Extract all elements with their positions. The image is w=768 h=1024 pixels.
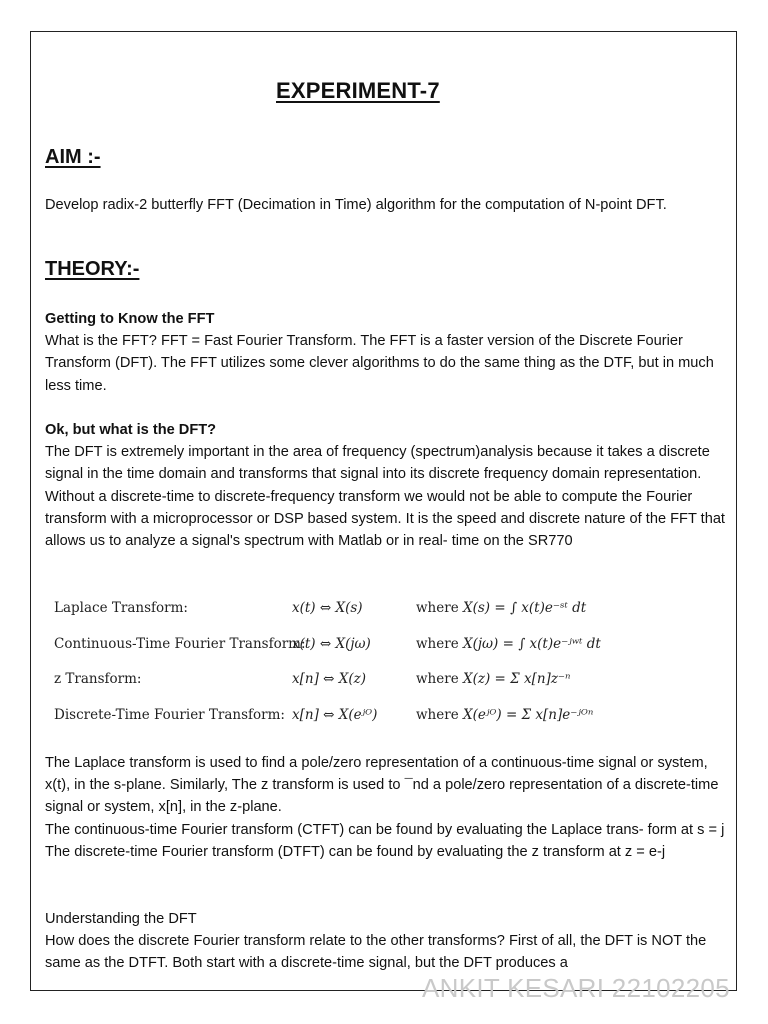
formula-pair: x[n] ⇔ X(z) <box>292 671 366 687</box>
formula-where: where <box>416 671 459 687</box>
section-understanding-dft <box>45 908 725 975</box>
formula-name: Discrete-Time Fourier Transform: <box>54 706 285 723</box>
formula-pair: x(t) ⇔ X(s) <box>292 600 363 616</box>
formula-name: z Transform: <box>54 671 142 687</box>
aim-paragraph: Develop radix-2 butterfly FFT (Decimation in Time) algorithm for the computation of N-point DFT. <box>45 197 667 213</box>
formula-row <box>54 628 684 664</box>
aim-heading: AIM :- <box>45 146 101 168</box>
aim-text <box>45 194 725 216</box>
formula-where: where <box>416 706 459 723</box>
formula-row <box>54 592 684 628</box>
formula-where: where <box>416 635 459 652</box>
formula-expression: X(z) = Σ x[n]z⁻ⁿ <box>462 671 571 687</box>
section4-heading: Understanding the DFT <box>45 911 197 927</box>
section3-paragraph-2: The continuous-time Fourier transform (CTFT) can be found by evaluating the Laplace trans- form at s = j The discrete-time Fourier transform (DTFT) can be found by evaluating the z transform at z = e-j <box>45 821 725 860</box>
section3-paragraph-1: The Laplace transform is used to find a pole/zero representation of a continuous-time signal or system, x(t), in the s-plane. Similarly, The z transform is used to ¯nd a pole/zero representation of a discrete-time signal or system, x[n], in the z-plane. <box>45 755 719 816</box>
formula-definition <box>416 600 586 616</box>
transform-formulas <box>54 592 684 734</box>
page-title: EXPERIMENT-7 <box>276 78 440 103</box>
section2-heading: Ok, but what is the DFT? <box>45 422 217 438</box>
section-laplace-z-relations <box>45 752 725 863</box>
formula-name: Continuous-Time Fourier Transform: <box>54 635 306 652</box>
formula-definition <box>416 671 571 687</box>
formula-pair: x[n] ⇔ X(eʲᴼ) <box>292 706 378 723</box>
section1-heading: Getting to Know the FFT <box>45 311 215 327</box>
formula-expression: X(s) = ∫ x(t)e⁻ˢᵗ dt <box>462 600 587 616</box>
section1-text: What is the FFT? FFT = Fast Fourier Transform. The FFT is a faster version of the Discrete Fourier Transform (DFT). The FFT utilizes some clever algorithms to do the same thing as the DTF, but in much less time. <box>45 333 714 394</box>
section-getting-to-know-fft <box>45 308 725 397</box>
formula-where: where <box>416 600 459 616</box>
formula-expression: X(jω) = ∫ x(t)e⁻ʲʷᵗ dt <box>462 635 601 652</box>
theory-heading: THEORY:- <box>45 258 140 280</box>
formula-definition <box>416 636 601 652</box>
formula-name: Laplace Transform: <box>54 600 188 616</box>
section2-text: The DFT is extremely important in the area of frequency (spectrum)analysis because it takes a discrete signal in the time domain and transforms that signal into its discrete frequency domain representation. Without a discrete-time to discrete-frequency transform we would not be able to compute the Fourier transform with a microprocessor or DSP based system. It is the speed and discrete nature of the FFT that allows us to analyze a signal's spectrum with Matlab or in real- time on the SR770 <box>45 444 725 550</box>
section4-text: How does the discrete Fourier transform relate to the other transforms? First of all, the DFT is NOT the same as the DTFT. Both start with a discrete-time signal, but the DFT produces a <box>45 933 707 972</box>
formula-row <box>54 663 684 699</box>
formula-pair: x(t) ⇔ X(jω) <box>292 635 371 652</box>
section-what-is-dft <box>45 419 725 552</box>
formula-expression: X(eʲᴼ) = Σ x[n]e⁻ʲᴼⁿ <box>462 706 594 723</box>
formula-row <box>54 699 684 735</box>
author-watermark: ANKIT KESARI 22102205 <box>422 973 730 1003</box>
formula-definition <box>416 707 593 723</box>
